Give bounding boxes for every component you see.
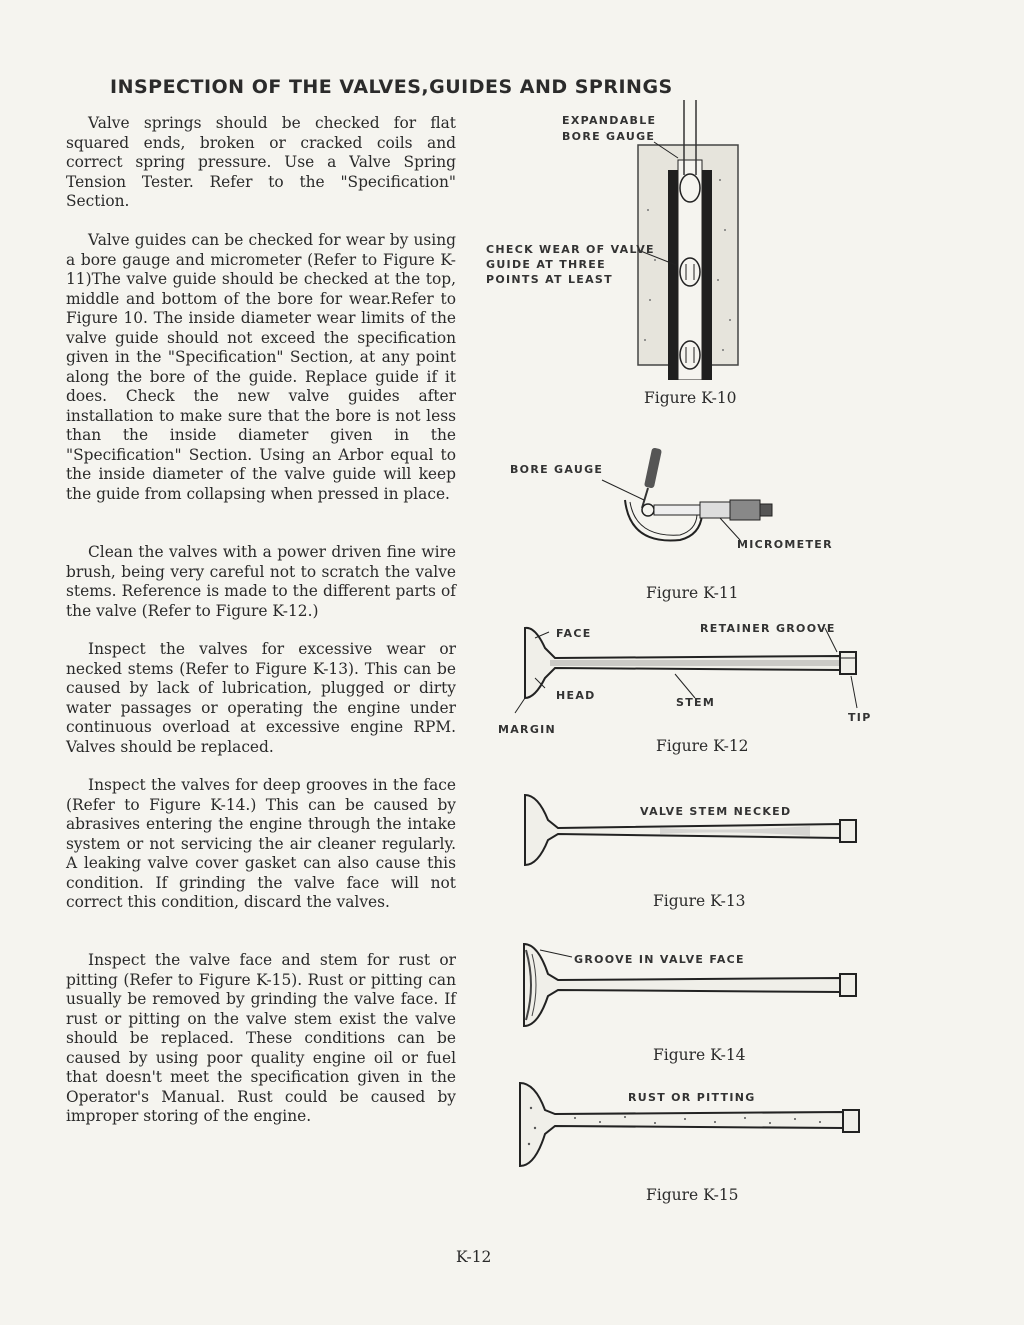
caption-k10: Figure K-10 [644, 389, 737, 407]
label-retainer-groove: RETAINER GROOVE [700, 622, 836, 635]
label-check-wear-1: CHECK WEAR OF VALVE [486, 243, 655, 256]
paragraph-clean-valves: Clean the valves with a power driven fine wire brush, being very careful not to scratch the valve stems. Reference is made to the different parts of the valve (Refer to Figure K-12.) [66, 543, 456, 620]
micrometer-drawing [600, 440, 790, 550]
label-head: HEAD [556, 689, 596, 702]
label-face: FACE [556, 627, 592, 640]
label-tip: TIP [848, 711, 872, 724]
caption-k15: Figure K-15 [646, 1186, 739, 1204]
label-expandable: EXPANDABLE [562, 114, 657, 127]
paragraph-rust-pitting: Inspect the valve face and stem for rust or pitting (Refer to Figure K-15). Rust or pitting can usually be removed by grinding the valve face. If rust or pitting on the valve stem exist the valve should be replaced. These conditions can be caused by using poor quality engine oil or fuel that doesn't meet the specification given in the Operator's Manual. Rust could be caused by improper storing of the engine. [66, 951, 456, 1125]
label-bore-gauge-k11: BORE GAUGE [510, 463, 604, 476]
caption-k13: Figure K-13 [653, 892, 746, 910]
paragraph-valve-guides: Valve guides can be checked for wear by using a bore gauge and micrometer (Refer to Figure K-11)The valve guide should be checked at the top, middle and bottom of the bore for wear.Refer to Figure 10. The inside diameter wear limits of the valve guide should not exceed the specification given in the "Specification" Section, at any point along the bore of the guide. Replace guide if it does. Check the new valve guides after installation to make sure that the bore is not less than the inside diameter given in the "Specification" Section. Using an Arbor equal to the inside diameter of the valve guide will keep the guide from collapsing when pressed in place. [66, 231, 456, 503]
paragraph-necked-stems: Inspect the valves for excessive wear or necked stems (Refer to Figure K-13). This can be caused by lack of lubrication, plugged or dirty water passages or operating the engine under continuous overload at excessive engine RPM. Valves should be replaced. [66, 640, 456, 756]
label-valve-stem-necked: VALVE STEM NECKED [640, 805, 792, 818]
paragraph-valve-springs: Valve springs should be checked for flat squared ends, broken or cracked coils and correct spring pressure. Use a Valve Spring Tension Tester. Refer to the "Specification" Section. [66, 114, 456, 210]
label-micrometer: MICROMETER [737, 538, 833, 551]
paragraph-deep-grooves: Inspect the valves for deep grooves in the face (Refer to Figure K-14.) This can be caused by abrasives entering the engine through the intake system or not servicing the air cleaner regularly. A leaking valve cover gasket can also cause this condition. If grinding the valve face will not correct this condition, discard the valves. [66, 776, 456, 911]
caption-k12: Figure K-12 [656, 737, 749, 755]
label-margin: MARGIN [498, 723, 557, 736]
label-stem: STEM [676, 696, 716, 709]
label-rust-or-pitting: RUST OR PITTING [628, 1091, 756, 1104]
caption-k14: Figure K-14 [653, 1046, 746, 1064]
label-check-wear-2: GUIDE AT THREE [486, 258, 606, 271]
label-check-wear-3: POINTS AT LEAST [486, 273, 613, 286]
page-title: INSPECTION OF THE VALVES,GUIDES AND SPRINGS [110, 76, 673, 98]
label-groove-in-valve-face: GROOVE IN VALVE FACE [574, 953, 745, 966]
valve-necked-drawing [510, 790, 865, 870]
caption-k11: Figure K-11 [646, 584, 739, 602]
page-number: K-12 [456, 1248, 492, 1266]
label-bore-gauge-k10: BORE GAUGE [562, 130, 656, 143]
